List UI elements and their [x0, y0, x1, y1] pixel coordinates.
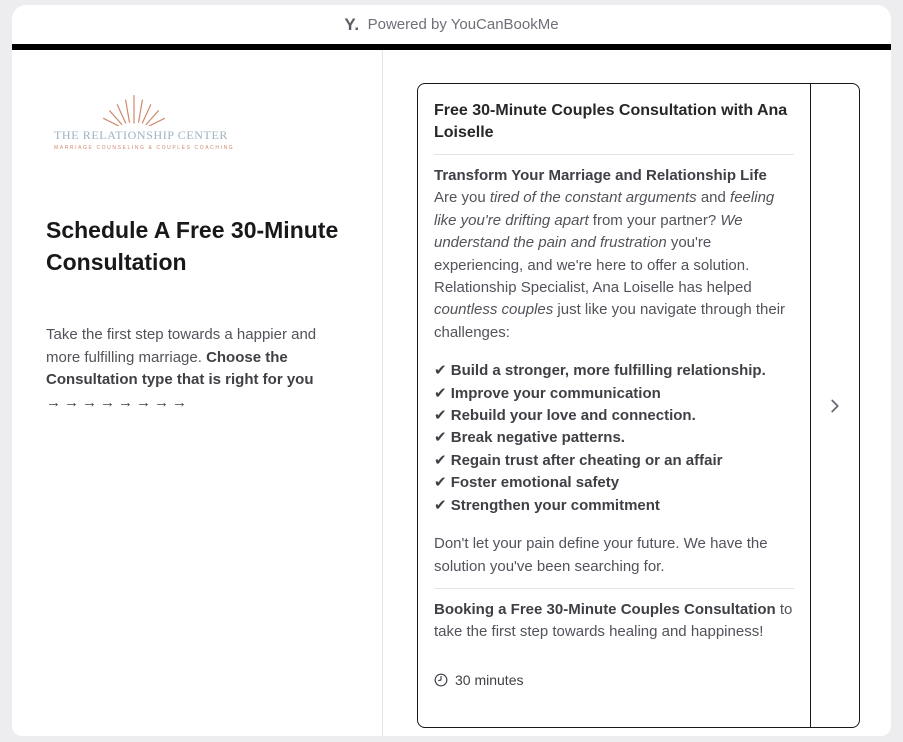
benefit-item: ✔ Regain trust after cheating or an affair — [434, 451, 723, 469]
text-segment: to take the first step towards healing and happiness! — [434, 600, 793, 641]
benefits-list — [434, 360, 794, 517]
card-divider — [434, 588, 794, 589]
card-intro-paragraph — [434, 187, 794, 344]
ycbm-logo-icon: Y. — [344, 14, 360, 34]
consultation-card[interactable] — [417, 83, 860, 728]
text-segment: countless couples — [434, 301, 554, 319]
text-segment: Choose the Consultation type that is right for you — [46, 348, 314, 388]
benefit-item: ✔ Break negative patterns. — [434, 429, 625, 447]
closing-paragraph: Don't let your pain define your future. We have the solution you've been searching for. — [434, 535, 768, 575]
card-chevron-area[interactable] — [810, 84, 859, 727]
text-segment: Take the first step towards a happier and more fulfilling marriage. — [46, 326, 317, 366]
text-segment: Are you — [434, 189, 490, 207]
left-panel — [12, 50, 383, 736]
card-description — [434, 165, 794, 691]
text-segment: We understand the pain and frustration — [434, 211, 743, 252]
booking-widget — [12, 5, 891, 736]
booking-paragraph — [434, 599, 794, 644]
powered-by-bar[interactable] — [12, 5, 891, 44]
text-segment: from your partner? — [588, 211, 721, 229]
page-title: Schedule A Free 30-Minute Consultation — [46, 217, 339, 275]
arrows-decoration: →→→→→→→→ — [46, 393, 190, 411]
clock-icon — [434, 673, 448, 687]
text-segment: and — [696, 189, 731, 207]
benefit-item: ✔ Strengthen your commitment — [434, 496, 660, 514]
sunburst-icon — [96, 88, 172, 126]
text-segment: Booking a Free 30-Minute Couples Consultation — [434, 600, 776, 618]
duration-row — [434, 669, 794, 691]
card-content — [418, 84, 810, 727]
benefit-item: ✔ Improve your communication — [434, 384, 661, 402]
right-panel — [383, 50, 891, 736]
company-logo — [54, 88, 235, 151]
benefit-item: ✔ Rebuild your love and connection. — [434, 407, 696, 425]
card-divider — [434, 154, 794, 155]
benefit-item: ✔ Foster emotional safety — [434, 474, 620, 492]
duration-label: 30 minutes — [455, 671, 524, 688]
content-area — [12, 50, 891, 736]
text-segment: you're experiencing, and we're here to offer a solution. Relationship Specialist, Ana Loiselle has helped — [434, 234, 752, 297]
card-intro-heading: Transform Your Marriage and Relationship Life — [434, 167, 767, 184]
text-segment: tired of the constant arguments — [489, 189, 697, 207]
card-title: Free 30-Minute Couples Consultation with Ana Loiselle — [434, 102, 788, 141]
powered-by-text: Powered by YouCanBookMe — [367, 16, 559, 33]
benefit-item: ✔ Build a stronger, more fulfilling relationship. — [434, 362, 766, 380]
text-segment: feeling like you're drifting apart — [434, 189, 775, 229]
left-intro-text — [46, 324, 348, 392]
chevron-right-icon — [824, 395, 846, 417]
company-logo-name: THE RELATIONSHIP CENTER — [54, 128, 229, 142]
text-segment: just like you navigate through their challenges: — [434, 301, 786, 341]
company-logo-tagline: MARRIAGE COUNSELING & COUPLES COACHING — [54, 145, 235, 151]
